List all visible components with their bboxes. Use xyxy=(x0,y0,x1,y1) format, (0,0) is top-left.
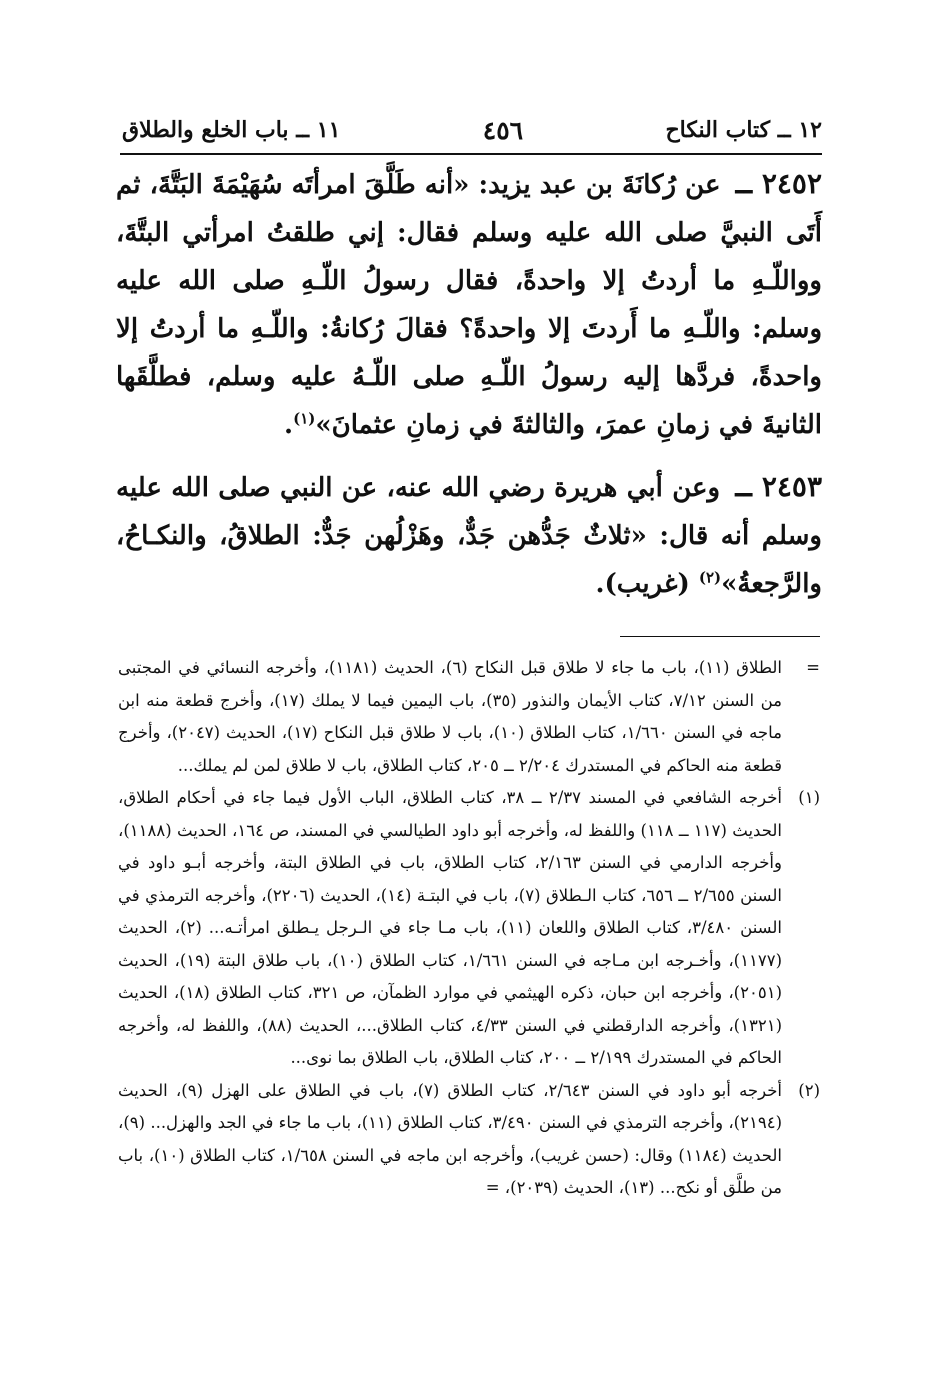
footnote-mark: (١) xyxy=(798,788,820,807)
header-divider xyxy=(120,153,822,155)
hadith-text: وعن أبي هريرة رضي الله عنه، عن النبي صلى الله عليه وسلم أنه قال: «ثلاثٌ جَدُّهن جَدٌّ، وهَزْلُهن جَدٌّ: الطلاقُ، والنكـاحُ، والرَّجعةُ» xyxy=(116,473,822,599)
footnote-divider xyxy=(620,636,820,637)
footnote-ref: (٢) xyxy=(698,568,722,587)
page-number: ٤٥٦ xyxy=(482,115,524,145)
header-chapter-title: ١١ ــ باب الخلع والطلاق xyxy=(122,117,341,143)
hadith-number: ٢٤٥٣ ــ xyxy=(735,470,822,503)
footnote-mark: = xyxy=(806,658,820,677)
footnote-text: الطلاق (١١)، باب ما جاء لا طلاق قبل النكاح (٦)، الحديث (١١٨١)، وأخرجه النسائي في المجتبى من السنن ٧/١٢، كتاب الأيمان والنذور (٣٥)، باب اليمين فيما لا يملك (١٧)، وأخرج قطعة منه ابن ماجه في السنن ١/٦٦٠، كتاب الطلاق (١٠)، باب لا طلاق قبل النكاح (١٧)، الحديث (٢٠٤٧)، وأخرج قطعة منه الحاكم في المستدرك ٢/٢٠٤ ــ ٢٠٥، كتاب الطلاق، باب لا طلاق لمن لم يملك... xyxy=(118,658,782,775)
footnote-text: أخرجه الشافعي في المسند ٢/٣٧ ــ ٣٨، كتاب الطلاق، الباب الأول فيما جاء في أحكام الطلاق، الحديث (١١٧ ــ ١١٨) واللفظ له، وأخرجه أبو داود الطيالسي في المسند، ص ١٦٤، الحديث (١١٨٨)، وأخرجه الدارمي في السنن ٢/١٦٣، كتاب الطلاق، باب في الطلاق البتة، وأخرجه أبـو داود في السنن ٢/٦٥٥ ــ ٦٥٦، كتاب الـطلاق (٧)، باب في البتـة (١٤)، الحديث (٢٢٠٦)، وأخرجه الترمذي في السنن ٣/٤٨٠، كتاب الطلاق واللعان (١١)، باب مـا جاء في الـرجل يـطلق امرأتـه... (٢)، الحديث (١١٧٧)، وأخـرجه ابن مـاجه في السنن ١/٦٦١، كتاب الطلاق (١٠)، باب طلاق البتة (١٩)، الحديث (٢٠٥١)، وأخرجه ابن حبان، ذكره الهيثمي في موارد الظمآن، ص ٣٢١، كتاب الطلاق (١٨)، الحديث (١٣٢١)، وأخرجه الدارقطني في السنن ٤/٣٣، كتاب الطلاق...، الحديث (٨٨)، واللفظ له، وأخرجه الحاكم في المستدرك ٢/١٩٩ ــ ٢٠٠، كتاب الطلاق، باب الطلاق بما نوى... xyxy=(118,788,783,1067)
hadith-tail: . xyxy=(284,410,294,440)
footnotes xyxy=(118,652,820,1205)
footnote-ref: (١) xyxy=(293,409,316,428)
hadith-2453 xyxy=(116,463,822,608)
footnote-2 xyxy=(118,1075,820,1205)
running-header xyxy=(122,112,822,148)
footnote-continuation xyxy=(118,652,820,782)
footnote-mark: (٢) xyxy=(798,1080,820,1100)
hadith-tail: (غريب). xyxy=(595,569,699,599)
hadith-text: عن رُكانَةَ بن عبد يزيد: «أنه طَلَّقَ امرأتَه سُهَيْمَةَ البَتَّةَ، ثم أَتَى النبيَّ صلى الله عليه وسلم فقال: إني طلقتُ امرأتي البتَّةَ، وواللّـهِ ما أردتُ إلا واحدةً، فقال رسولُ اللّـهِ صلى الله عليه وسلم: واللّـهِ ما أَردتَ إلا واحدةً؟ فقالَ رُكانةُ: واللّـهِ ما أردتُ إلا واحدةً، فردَّها إليه رسولُ اللّـهِ صلى اللّـهُ عليه وسلم، فطلَّقَها الثانيةَ في زمانِ عمرَ، والثالثةَ في زمانِ عثمانَ» xyxy=(116,170,822,440)
main-text xyxy=(116,160,822,622)
footnote-1 xyxy=(118,782,820,1075)
hadith-2452 xyxy=(116,160,822,449)
footnote-text: أخرجه أبو داود في السنن ٢/٦٤٣، كتاب الطلاق (٧)، باب في الطلاق على الهزل (٩)، الحديث (٢١٩٤)، وأخرجه الترمذي في السنن ٣/٤٩٠، كتاب الطلاق (١١)، باب ما جاء في الجد والهزل... (٩)، الحديث (١١٨٤) وقال: (حسن غريب)، وأخرجه ابن ماجه في السنن ١/٦٥٨، كتاب الطلاق (١٠)، باب من طلَّق أو نكح... (١٣)، الحديث (٢٠٣٩)، = xyxy=(118,1080,783,1197)
header-book-title: ١٢ ــ كتاب النكاح xyxy=(665,117,822,143)
hadith-number: ٢٤٥٢ ــ xyxy=(735,167,822,200)
